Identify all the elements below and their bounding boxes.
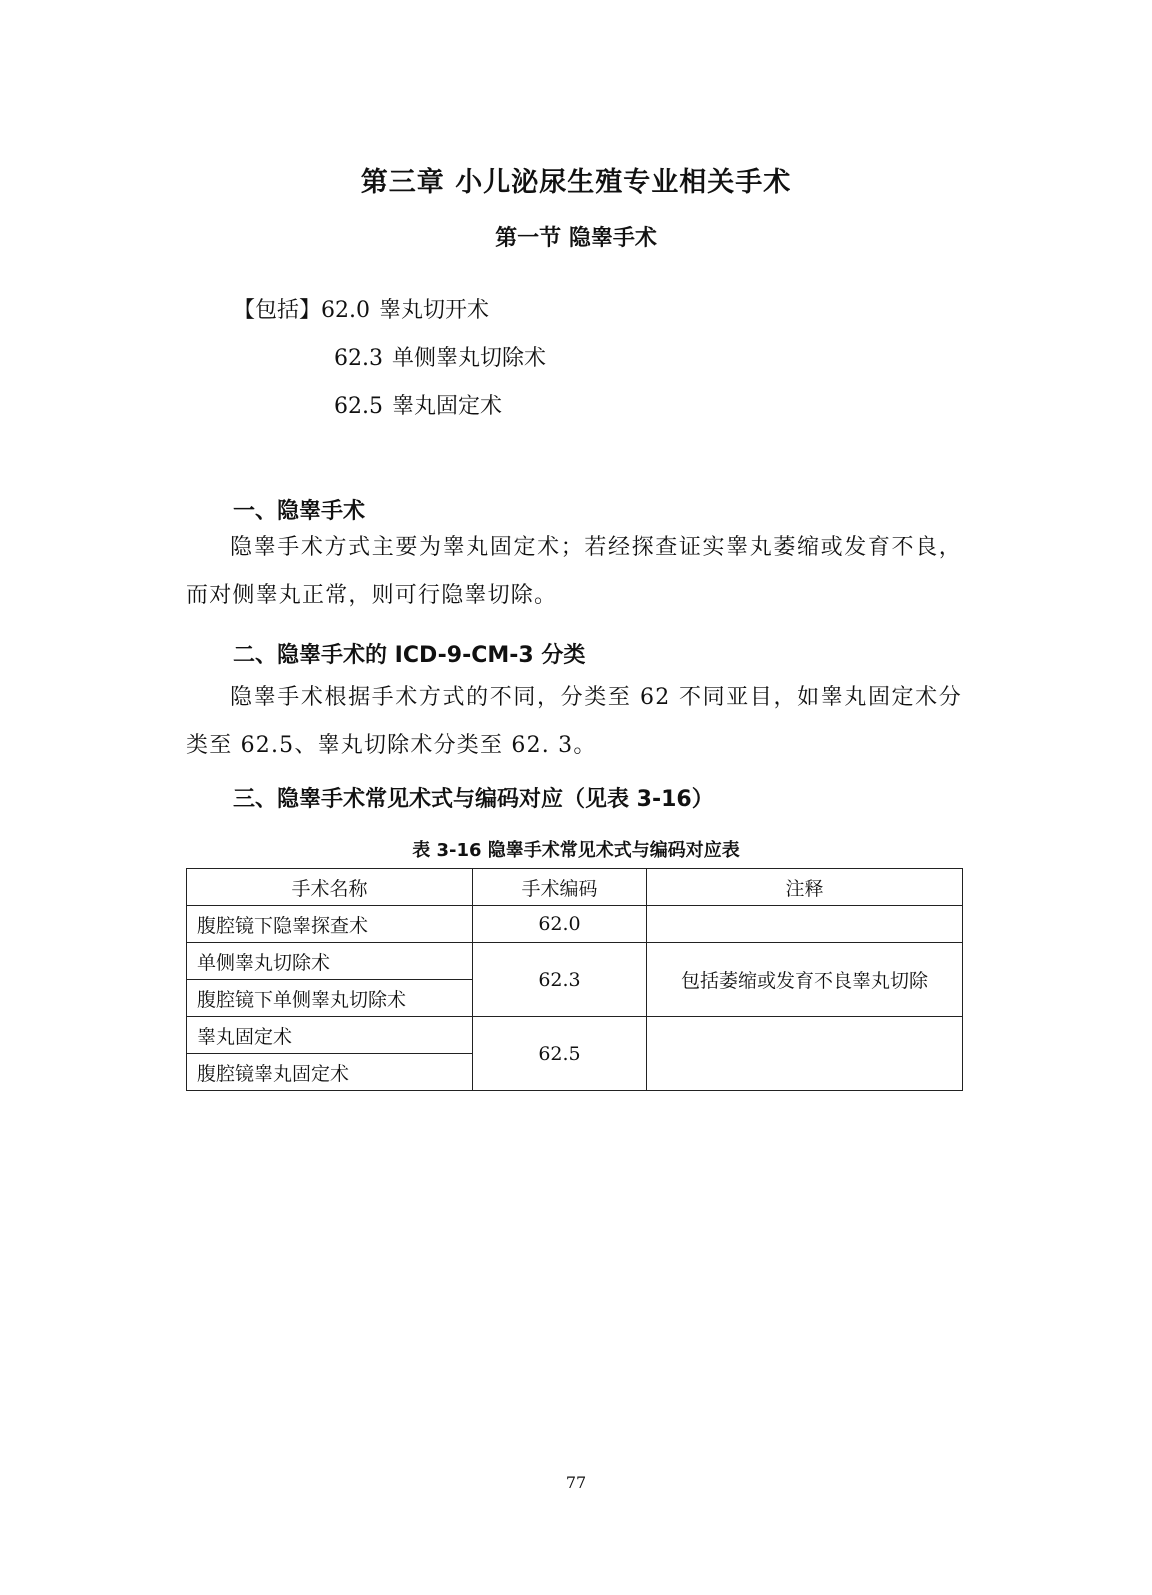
includes-line-2 — [334, 341, 546, 372]
code-table — [186, 868, 963, 1091]
procedure-name-cell: 睾丸固定术 — [187, 1017, 473, 1054]
note-cell: 包括萎缩或发育不良睾丸切除 — [647, 943, 963, 1017]
table-header-row — [187, 869, 963, 906]
includes-name: 睾丸固定术 — [392, 394, 503, 419]
table-row — [187, 943, 963, 980]
note-cell — [647, 906, 963, 943]
includes-line-1 — [233, 293, 489, 324]
note-cell — [647, 1017, 963, 1091]
section-title: 第一节 隐睾手术 — [495, 226, 657, 251]
procedure-name-cell: 单侧睾丸切除术 — [187, 943, 473, 980]
header-procedure-code: 手术编码 — [473, 869, 647, 906]
header-procedure-name: 手术名称 — [187, 869, 473, 906]
section-heading-3: 三、隐睾手术常见术式与编码对应（见表 3-16） — [233, 787, 714, 812]
includes-line-3 — [334, 389, 502, 420]
includes-code: 62.5 — [334, 394, 383, 419]
page-number: 77 — [565, 1473, 587, 1492]
chapter-title: 第三章 小儿泌尿生殖专业相关手术 — [360, 167, 792, 198]
header-note: 注释 — [647, 869, 963, 906]
procedure-code-cell: 62.0 — [473, 906, 647, 943]
procedure-code-cell: 62.3 — [473, 943, 647, 1017]
section-heading-1: 一、隐睾手术 — [233, 499, 366, 524]
includes-name: 睾丸切开术 — [379, 298, 490, 323]
includes-code: 62.0 — [321, 298, 370, 323]
procedure-code-cell: 62.5 — [473, 1017, 647, 1091]
table-caption: 表 3-16 隐睾手术常见术式与编码对应表 — [412, 840, 740, 861]
section-heading-2: 二、隐睾手术的 ICD-9-CM-3 分类 — [233, 643, 586, 668]
includes-code: 62.3 — [334, 346, 383, 371]
includes-label: 【包括】 — [233, 298, 322, 323]
procedure-name-cell: 腹腔镜下单侧睾丸切除术 — [187, 980, 473, 1017]
section-paragraph-1: 隐睾手术方式主要为睾丸固定术；若经探查证实睾丸萎缩或发育不良，而对侧睾丸正常，则可行隐睾切除。 — [186, 535, 962, 608]
table-row — [187, 906, 963, 943]
section-paragraph-2: 隐睾手术根据手术方式的不同，分类至 62 不同亚目，如睾丸固定术分类至 62.5、睾丸切除术分类至 62. 3。 — [186, 685, 962, 758]
table-row — [187, 1017, 963, 1054]
procedure-name-cell: 腹腔镜睾丸固定术 — [187, 1054, 473, 1091]
procedure-name-cell: 腹腔镜下隐睾探查术 — [187, 906, 473, 943]
includes-name: 单侧睾丸切除术 — [392, 346, 547, 371]
